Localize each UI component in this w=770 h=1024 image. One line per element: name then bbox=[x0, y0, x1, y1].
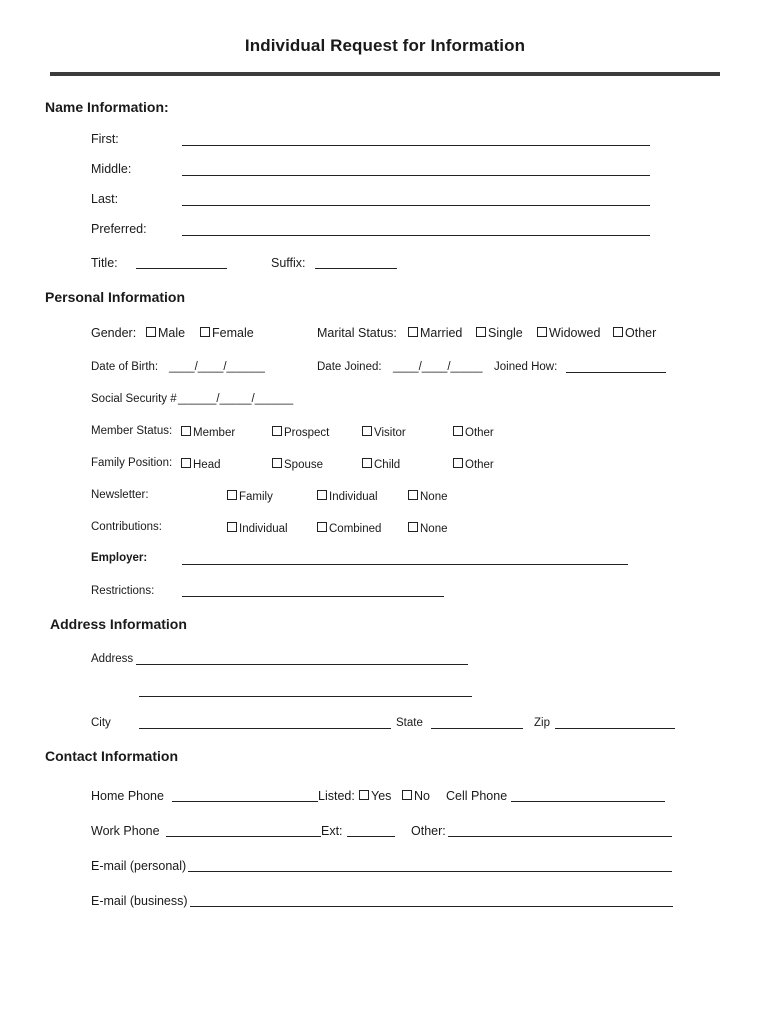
email-personal-label: E-mail (personal) bbox=[91, 859, 187, 873]
checkbox-icon[interactable] bbox=[613, 327, 623, 337]
ssn-label: Social Security # bbox=[91, 393, 177, 405]
dob-label: Date of Birth: bbox=[91, 361, 159, 373]
employer-field[interactable] bbox=[182, 564, 628, 565]
gender-female-option[interactable]: Female bbox=[200, 327, 254, 340]
section-heading-address: Address Information bbox=[50, 616, 187, 632]
listed-no-option[interactable]: No bbox=[402, 790, 430, 803]
checkbox-icon[interactable] bbox=[317, 490, 327, 500]
checkbox-icon[interactable] bbox=[362, 458, 372, 468]
newsletter-family-option[interactable]: Family bbox=[227, 490, 273, 504]
restrictions-field[interactable] bbox=[182, 596, 444, 597]
family-position-other-option[interactable]: Other bbox=[453, 458, 494, 472]
member-status-visitor-option[interactable]: Visitor bbox=[362, 426, 406, 440]
gender-male-option[interactable]: Male bbox=[146, 327, 185, 340]
cell-phone-field[interactable] bbox=[511, 801, 665, 802]
checkbox-icon[interactable] bbox=[272, 458, 282, 468]
checkbox-icon[interactable] bbox=[272, 426, 282, 436]
section-heading-name: Name Information: bbox=[45, 99, 169, 115]
ssn-field[interactable]: ______/_____/______ bbox=[178, 393, 294, 405]
checkbox-icon[interactable] bbox=[453, 426, 463, 436]
preferred-name-field[interactable] bbox=[182, 235, 650, 236]
suffix-label: Suffix: bbox=[271, 256, 306, 270]
marital-other-option[interactable]: Other bbox=[613, 327, 656, 340]
contributions-combined-option[interactable]: Combined bbox=[317, 522, 381, 536]
work-phone-field[interactable] bbox=[166, 836, 321, 837]
ext-label: Ext: bbox=[321, 824, 343, 838]
checkbox-icon[interactable] bbox=[227, 522, 237, 532]
address-label: Address bbox=[91, 653, 134, 665]
member-status-label: Member Status: bbox=[91, 425, 173, 437]
date-joined-label: Date Joined: bbox=[317, 361, 382, 373]
checkbox-icon[interactable] bbox=[146, 327, 156, 337]
title-label: Title: bbox=[91, 256, 118, 270]
section-heading-contact: Contact Information bbox=[45, 748, 178, 764]
dob-field[interactable]: ____/____/______ bbox=[169, 361, 265, 373]
email-personal-field[interactable] bbox=[188, 871, 672, 872]
last-name-label: Last: bbox=[91, 192, 119, 206]
checkbox-icon[interactable] bbox=[476, 327, 486, 337]
checkbox-icon[interactable] bbox=[402, 790, 412, 800]
title-field[interactable] bbox=[136, 268, 227, 269]
address-line1-field[interactable] bbox=[136, 664, 468, 665]
middle-name-field[interactable] bbox=[182, 175, 650, 176]
section-heading-personal: Personal Information bbox=[45, 289, 186, 305]
member-status-member-option[interactable]: Member bbox=[181, 426, 235, 440]
contributions-none-option[interactable]: None bbox=[408, 522, 448, 536]
marital-widowed-option[interactable]: Widowed bbox=[537, 327, 600, 340]
state-label: State bbox=[396, 717, 423, 729]
checkbox-icon[interactable] bbox=[408, 490, 418, 500]
zip-label: Zip bbox=[534, 717, 550, 729]
contributions-individual-option[interactable]: Individual bbox=[227, 522, 288, 536]
email-business-label: E-mail (business) bbox=[91, 894, 188, 908]
family-position-label: Family Position: bbox=[91, 457, 173, 469]
contributions-label: Contributions: bbox=[91, 521, 162, 533]
email-business-field[interactable] bbox=[190, 906, 673, 907]
checkbox-icon[interactable] bbox=[537, 327, 547, 337]
first-name-field[interactable] bbox=[182, 145, 650, 146]
checkbox-icon[interactable] bbox=[453, 458, 463, 468]
page-title: Individual Request for Information bbox=[244, 36, 526, 55]
marital-single-option[interactable]: Single bbox=[476, 327, 523, 340]
city-field[interactable] bbox=[139, 728, 391, 729]
restrictions-label: Restrictions: bbox=[91, 585, 155, 597]
checkbox-icon[interactable] bbox=[227, 490, 237, 500]
joined-how-label: Joined How: bbox=[494, 361, 558, 373]
suffix-field[interactable] bbox=[315, 268, 397, 269]
checkbox-icon[interactable] bbox=[362, 426, 372, 436]
first-name-label: First: bbox=[91, 132, 119, 146]
title-divider bbox=[50, 72, 720, 76]
last-name-field[interactable] bbox=[182, 205, 650, 206]
checkbox-icon[interactable] bbox=[181, 426, 191, 436]
cell-phone-label: Cell Phone bbox=[446, 789, 508, 803]
family-position-head-option[interactable]: Head bbox=[181, 458, 221, 472]
checkbox-icon[interactable] bbox=[359, 790, 369, 800]
middle-name-label: Middle: bbox=[91, 162, 132, 176]
zip-field[interactable] bbox=[555, 728, 675, 729]
address-line2-field[interactable] bbox=[139, 696, 472, 697]
home-phone-field[interactable] bbox=[172, 801, 318, 802]
marital-married-option[interactable]: Married bbox=[408, 327, 462, 340]
listed-yes-option[interactable]: Yes bbox=[359, 790, 391, 803]
checkbox-icon[interactable] bbox=[408, 522, 418, 532]
newsletter-none-option[interactable]: None bbox=[408, 490, 448, 504]
checkbox-icon[interactable] bbox=[408, 327, 418, 337]
checkbox-icon[interactable] bbox=[181, 458, 191, 468]
family-position-spouse-option[interactable]: Spouse bbox=[272, 458, 323, 472]
date-joined-field[interactable]: ____/____/_____ bbox=[393, 361, 483, 373]
other-phone-field[interactable] bbox=[448, 836, 672, 837]
joined-how-field[interactable] bbox=[566, 372, 666, 373]
family-position-child-option[interactable]: Child bbox=[362, 458, 400, 472]
work-phone-label: Work Phone bbox=[91, 824, 160, 838]
marital-status-label: Marital Status: bbox=[317, 326, 397, 340]
employer-label: Employer: bbox=[91, 552, 148, 564]
checkbox-icon[interactable] bbox=[317, 522, 327, 532]
home-phone-label: Home Phone bbox=[91, 789, 164, 803]
other-phone-label: Other: bbox=[411, 824, 446, 838]
newsletter-label: Newsletter: bbox=[91, 489, 149, 501]
state-field[interactable] bbox=[431, 728, 523, 729]
member-status-other-option[interactable]: Other bbox=[453, 426, 494, 440]
checkbox-icon[interactable] bbox=[200, 327, 210, 337]
preferred-name-label: Preferred: bbox=[91, 222, 147, 236]
member-status-prospect-option[interactable]: Prospect bbox=[272, 426, 329, 440]
listed-label: Listed: bbox=[318, 789, 355, 803]
ext-field[interactable] bbox=[347, 836, 395, 837]
city-label: City bbox=[91, 717, 111, 729]
newsletter-individual-option[interactable]: Individual bbox=[317, 490, 378, 504]
gender-label: Gender: bbox=[91, 326, 137, 340]
